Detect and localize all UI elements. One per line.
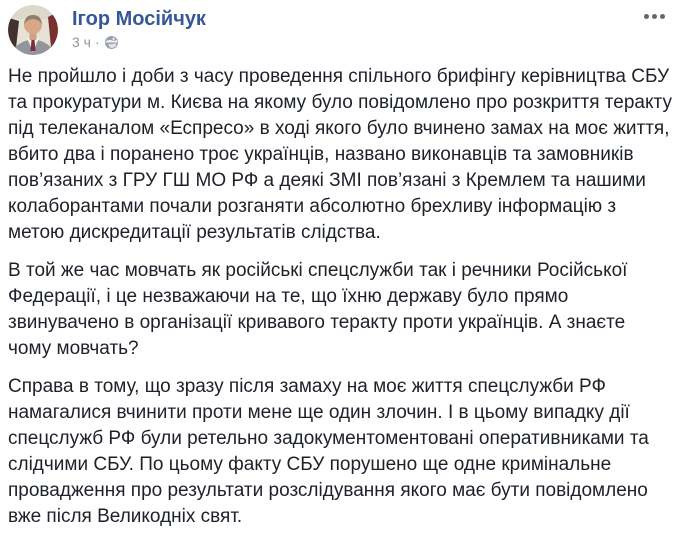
avatar-image <box>8 5 58 55</box>
meta-separator: · <box>94 34 100 50</box>
post-meta <box>72 34 206 51</box>
post-text <box>8 64 673 530</box>
post-paragraph: Справа в тому, що зразу після замаху на моє життя спецслужби РФ намагалися вчинити проти мене ще один злочин. І в цьому випадку дії спецслужб РФ були ретельно задокументоментовані оперативниками та слідчими СБУ. По цьому факту СБУ порушено ще одне кримінальне провадження про результати розслідування якого має бути повідомлено вже після Великодніх свят. <box>8 376 649 527</box>
post-paragraph: Не пройшло і доби з часу проведення спільного брифінгу керівництва СБУ та прокуратури м. Києва на якому було повідомлено про розкриття теракту під телеканалом «Еспресо» в ході якого було вчинено замах на моє життя, вбито два і поранено троє українців, названо виконавців та замовників пов’язаних з ГРУ ГШ МО РФ а деякі ЗМІ пов’язані з Кремлем та нашими колаборантами почали розганяти абсолютно брехливу інформацію з метою дискредитації результатів слідства. <box>8 66 672 243</box>
ellipsis-icon <box>644 14 665 19</box>
post-header <box>8 5 673 55</box>
post-header-info <box>72 5 206 51</box>
author-name-link[interactable]: Ігор Мосійчук <box>72 8 206 30</box>
post-options-button[interactable] <box>640 10 669 23</box>
globe-icon <box>105 36 118 49</box>
timestamp-link[interactable]: 3 ч <box>72 34 91 50</box>
avatar[interactable] <box>8 5 58 55</box>
post-paragraph: В той же час мовчать як російські спецслужби так і речники Російської Федерації, і це незважаючи на те, що їхню державу було прямо звинувачено в організації кривавого теракту проти українців. А знаєте чому мовчать? <box>8 260 628 359</box>
